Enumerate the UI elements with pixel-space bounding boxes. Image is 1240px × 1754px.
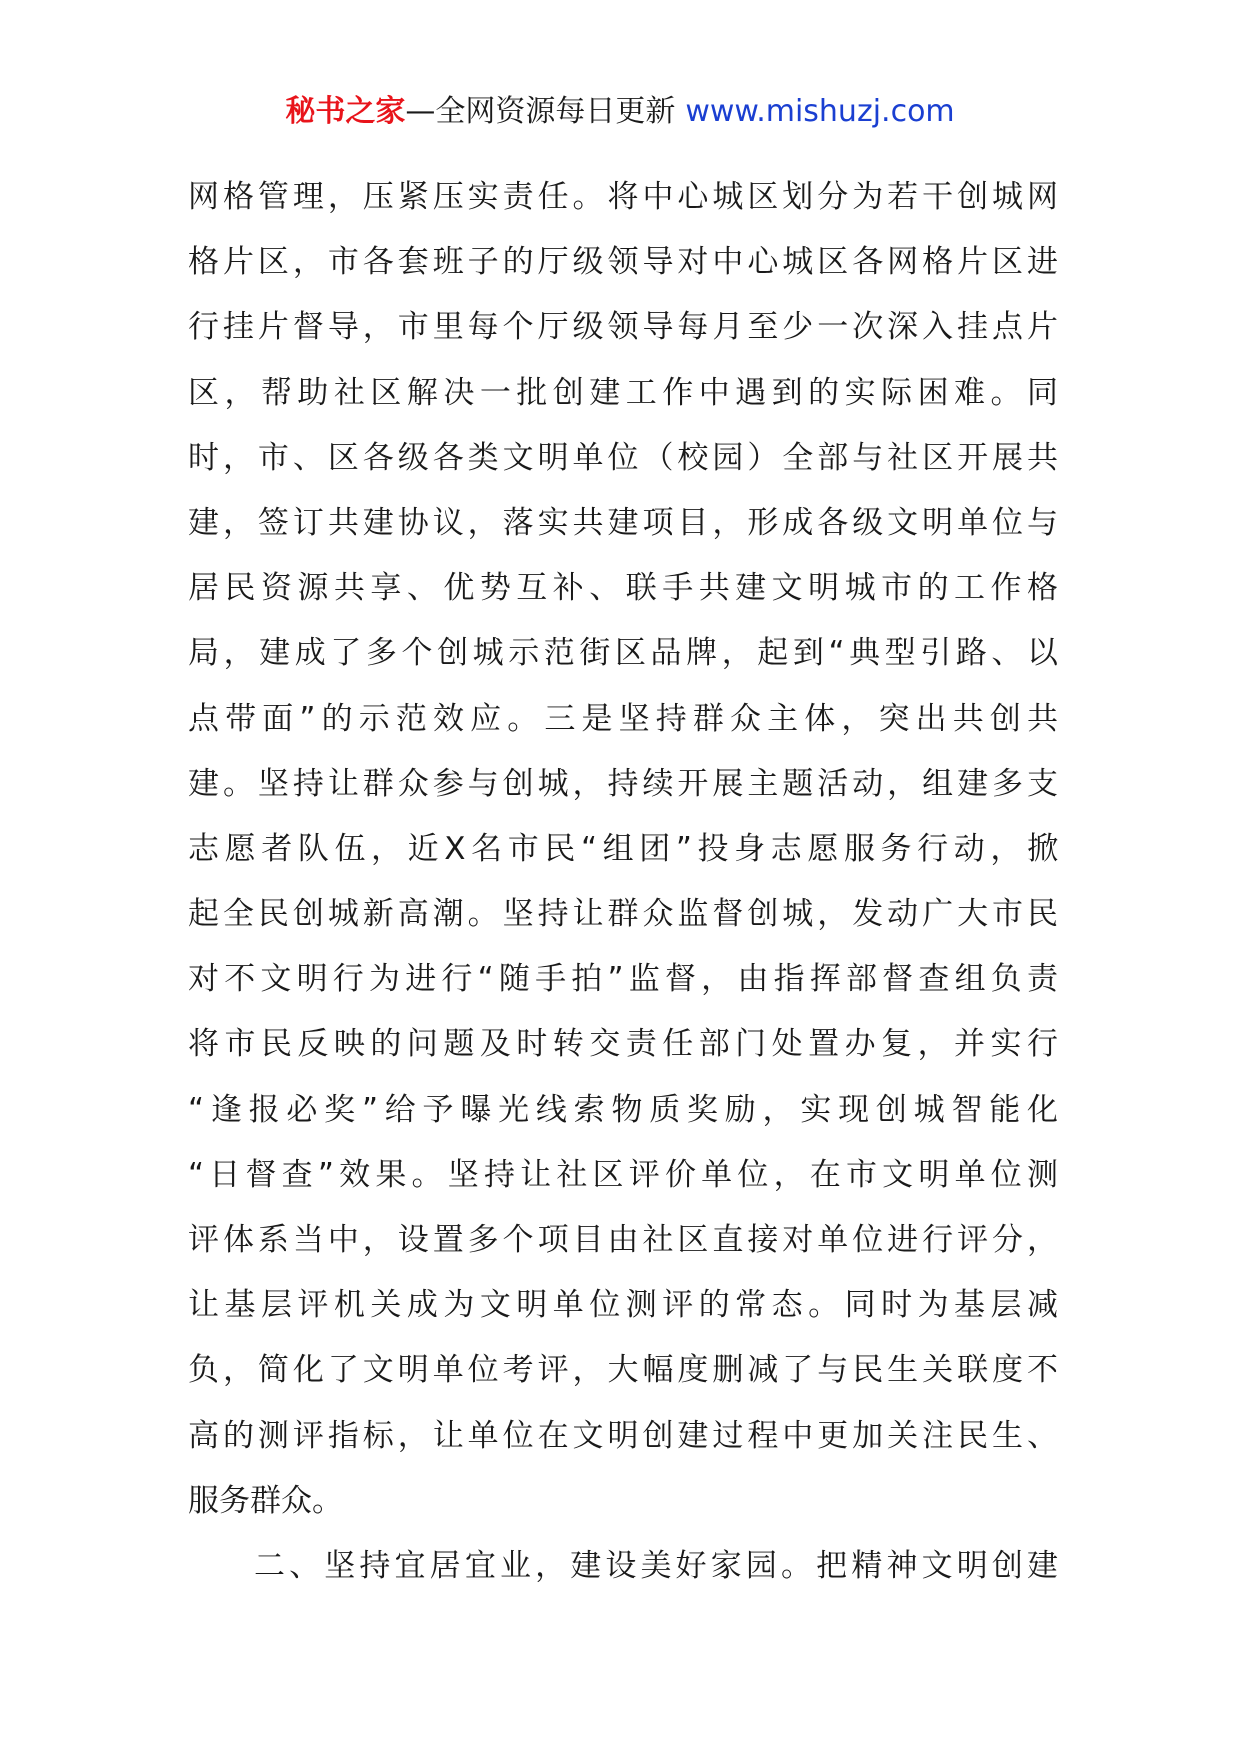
paragraph-line: 格片区，市各套班子的厅级领导对中心城区各网格片区进: [188, 244, 1058, 281]
paragraph-line: 局，建成了多个创城示范街区品牌，起到“典型引路、以: [188, 635, 1058, 672]
paragraph-line: 让基层评机关成为文明单位测评的常态。同时为基层减: [188, 1287, 1058, 1324]
paragraph-line: 将市民反映的问题及时转交责任部门处置办复，并实行: [188, 1026, 1058, 1063]
paragraph-line: 服务群众。: [188, 1482, 343, 1519]
page-header: [0, 92, 1240, 132]
site-url-link[interactable]: www.mishuzj.com: [685, 94, 955, 129]
paragraph-line: 网格管理，压紧压实责任。将中心城区划分为若干创城网: [188, 179, 1058, 215]
paragraph-line: 起全民创城新高潮。坚持让群众监督创城，发动广大市民: [188, 896, 1058, 933]
paragraph-line: 高的测评指标，让单位在文明创建过程中更加关注民生、: [188, 1417, 1058, 1454]
paragraph-line: 建。坚持让群众参与创城，持续开展主题活动，组建多支: [188, 765, 1058, 802]
paragraph-line: 居民资源共享、优势互补、联手共建文明城市的工作格: [188, 570, 1058, 607]
paragraph-line: 评体系当中，设置多个项目由社区直接对单位进行评分，: [188, 1222, 1058, 1258]
paragraph-line: 负，简化了文明单位考评，大幅度删减了与民生关联度不: [188, 1352, 1058, 1389]
paragraph-line: 区，帮助社区解决一批创建工作中遇到的实际困难。同: [188, 374, 1058, 411]
paragraph-line: 对不文明行为进行“随手拍”监督，由指挥部督查组负责: [188, 961, 1058, 998]
paragraph-line: 时，市、区各级各类文明单位（校园）全部与社区开展共: [188, 439, 1058, 476]
paragraph-line: “逢报必奖”给予曝光线索物质奖励，实现创城智能化: [188, 1091, 1058, 1128]
paragraph-line: “日督查”效果。坚持让社区评价单位，在市文明单位测: [188, 1156, 1058, 1193]
site-brand: 秘书之家: [285, 94, 406, 129]
section-heading: 二、坚持宜居宜业，建设美好家园。把精神文明创建: [254, 1547, 1058, 1584]
paragraph-line: 建，签订共建协议，落实共建项目，形成各级文明单位与: [188, 504, 1058, 541]
site-tagline: —全网资源每日更新: [405, 94, 676, 129]
document-body: [188, 165, 1058, 1599]
paragraph-line: 行挂片督导，市里每个厅级领导每月至少一次深入挂点片: [188, 309, 1058, 346]
paragraph-line: 志愿者队伍，近X名市民“组团”投身志愿服务行动，掀: [188, 830, 1058, 867]
paragraph-line: 点带面”的示范效应。三是坚持群众主体，突出共创共: [188, 700, 1058, 737]
